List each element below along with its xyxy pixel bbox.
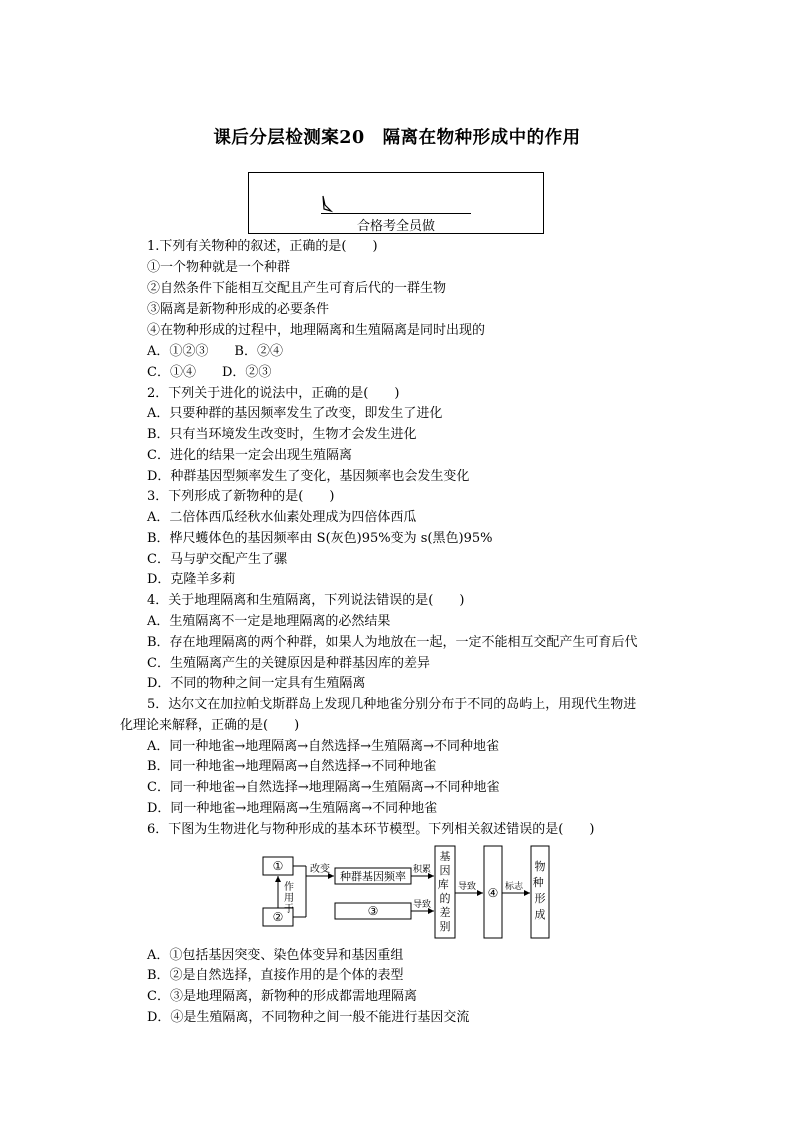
question-line: B．只有当环境发生改变时，生物才会发生进化 (147, 427, 417, 442)
diagram-box-1-label: ① (272, 859, 284, 873)
diagram-accumulate-label: 积累 (413, 865, 432, 875)
option-line: A．①包括基因突变、染色体变异和基因重组 (147, 948, 404, 963)
diagram-freq-label: 种群基因频率 (340, 870, 406, 883)
diagram-mark-label: 标志 (505, 882, 524, 892)
diagram-acts-on-2: 用 (284, 893, 294, 904)
question-line: A．同一种地雀→地理隔离→自然选择→生殖隔离→不同种地雀 (147, 739, 499, 754)
page-title: 课后分层检测案20 隔离在物种形成中的作用 (213, 128, 581, 148)
question-line: B．存在地理隔离的两个种群，如果人为地放在一起，一定不能相互交配产生可育后代 (147, 635, 638, 650)
question-line: 3．下列形成了新物种的是( ) (147, 489, 335, 504)
question-line: A．①②③ B．②④ (147, 344, 283, 359)
question-line: D．不同的物种之间一定具有生殖隔离 (147, 676, 366, 691)
diagram-acts-on-text (284, 880, 297, 915)
evolution-diagram (258, 842, 558, 942)
question-line: 6．下图为生物进化与物种形成的基本环节模型。下列相关叙述错误的是( ) (147, 822, 595, 837)
question-line: C．马与驴交配产生了骡 (147, 552, 287, 567)
question-line: 化理论来解释，正确的是( ) (120, 718, 300, 733)
question-line: ①一个物种就是一个种群 (147, 260, 291, 275)
question-line: 2．下列关于进化的说法中，正确的是( ) (147, 386, 400, 401)
diagram-lead-label-2: 导致 (458, 882, 477, 892)
diagram-acts-on-1: 作 (284, 882, 294, 893)
question-line: 4．关于地理隔离和生殖隔离，下列说法错误的是( ) (147, 593, 465, 608)
question-line: ④在物种形成的过程中，地理隔离和生殖隔离是同时出现的 (147, 323, 486, 338)
question-line: A．二倍体西瓜经秋水仙素处理成为四倍体西瓜 (147, 510, 417, 525)
question-line: ③隔离是新物种形成的必要条件 (147, 302, 330, 317)
option-line: C．③是地理隔离，新物种的形成都需地理隔离 (147, 989, 417, 1004)
diagram-gene-pool-text: 基因库 的差别 (437, 850, 451, 933)
diagram-lead-label-1: 导致 (413, 900, 432, 910)
question-line: A．只要种群的基因频率发生了改变，即发生了进化 (147, 406, 443, 421)
question-line: C．进化的结果一定会出现生殖隔离 (147, 448, 352, 463)
diagram-change-label: 改变 (310, 864, 330, 875)
question-line: C．①④ D．②③ (147, 365, 272, 380)
diagram-acts-on-3: 于 (284, 904, 294, 915)
box-caption: 合格考全员做 (356, 219, 435, 234)
question-line: D．种群基因型频率发生了变化，基因频率也会发生变化 (147, 469, 470, 484)
question-line: 5．达尔文在加拉帕戈斯群岛上发现几种地雀分别分布于不同的岛屿上，用现代生物进 (147, 697, 637, 712)
question-line: 1.下列有关物种的叙述，正确的是( ) (147, 239, 378, 254)
question-line: ②自然条件下能相互交配且产生可育后代的一群生物 (147, 281, 447, 296)
question-line: D．克隆羊多莉 (147, 572, 236, 587)
divider (321, 213, 471, 214)
option-line: D．④是生殖隔离，不同物种之间一般不能进行基因交流 (147, 1010, 470, 1025)
pen-icon (321, 195, 333, 213)
diagram-box-2-label: ② (272, 910, 284, 924)
question-line: B．桦尺蠖体色的基因频率由 S(灰色)95%变为 s(黑色)95% (147, 531, 493, 546)
diagram-box-3-label: ③ (367, 904, 379, 918)
question-line: C．生殖隔离产生的关键原因是种群基因库的差异 (147, 656, 430, 671)
option-line: B．②是自然选择，直接作用的是个体的表型 (147, 968, 404, 983)
question-line: D．同一种地雀→地理隔离→生殖隔离→不同种地雀 (147, 801, 438, 816)
question-line: B．同一种地雀→地理隔离→自然选择→不同种地雀 (147, 759, 437, 774)
section-box (248, 172, 544, 234)
question-line: A．生殖隔离不一定是地理隔离的必然结果 (147, 614, 391, 629)
diagram-species-text: 物种 形成 (532, 860, 546, 921)
question-line: C．同一种地雀→自然选择→地理隔离→生殖隔离→不同种地雀 (147, 780, 500, 795)
diagram-box-4-label: ④ (487, 886, 499, 900)
